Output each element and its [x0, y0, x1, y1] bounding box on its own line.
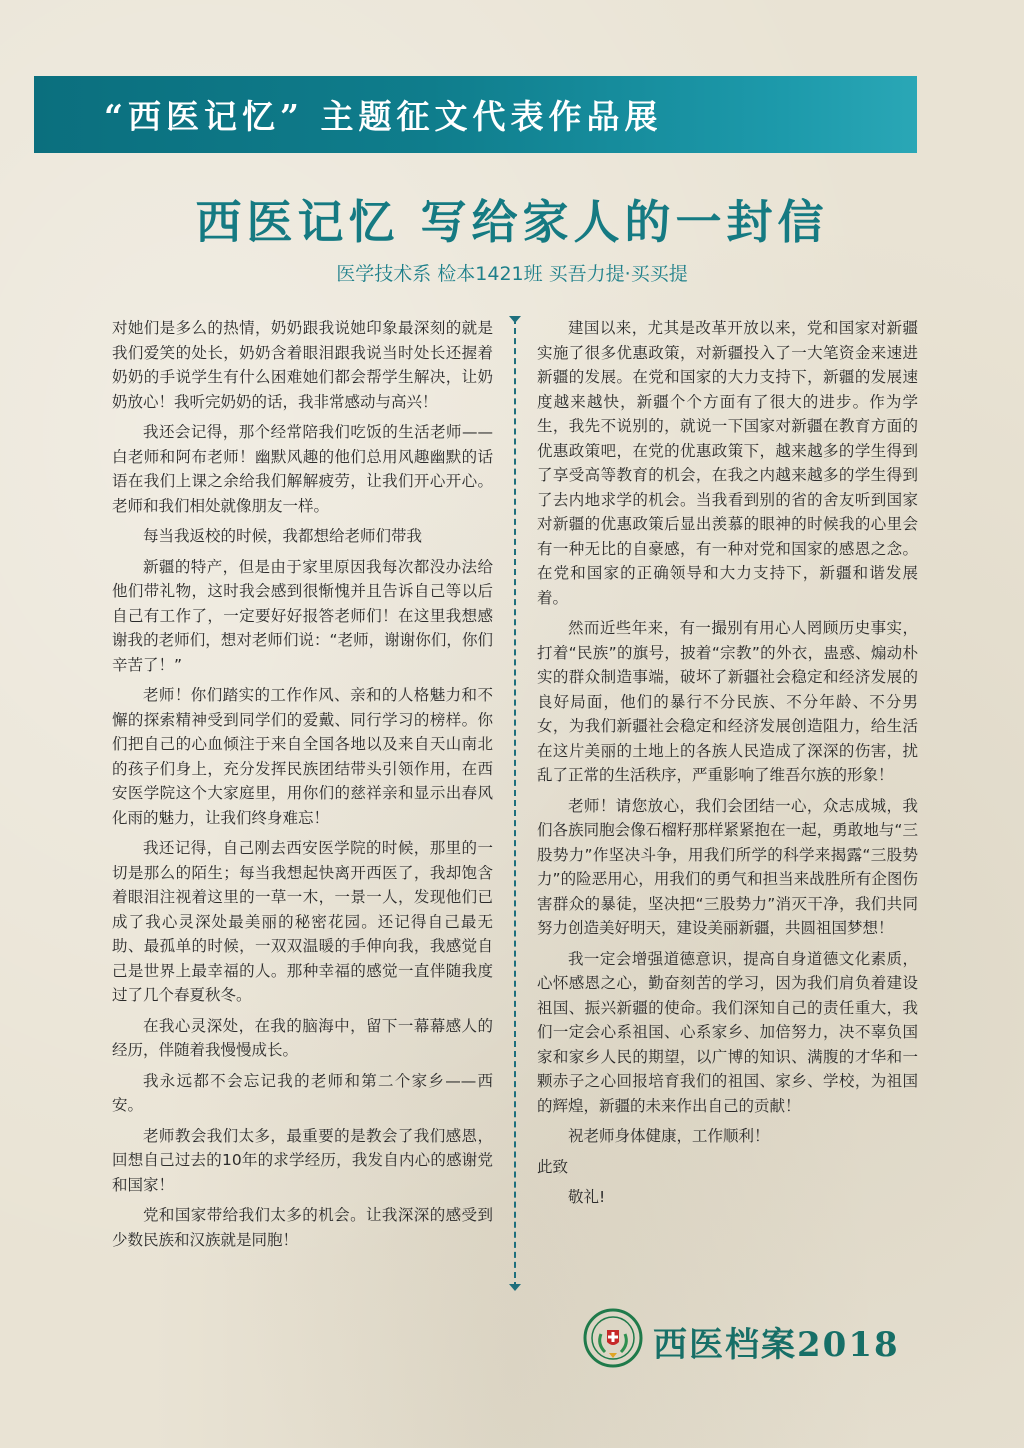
paragraph: 新疆的特产，但是由于家里原因我每次都没办法给他们带礼物，这时我会感到很惭愧并且告诉自己等以后自己有工作了，一定要好好报答老师们！在这里我想感谢我的老师们，想对老师们说：“老师，谢谢你们，你们辛苦了！” [112, 557, 493, 674]
column-divider [514, 318, 516, 1288]
paragraph: 我还记得，自己刚去西安医学院的时候，那里的一切是那么的陌生；每当我想起快离开西医了，我却饱含着眼泪注视着这里的一草一木，一景一人，发现他们已成了我心灵深处最美丽的秘密花园。还记得自己最无助、最孤单的时候，一双双温暖的手伸向我，我感觉自己是世界上最幸福的人。那种幸福的感觉一直伴随我度过了几个春夏秋冬。 [112, 839, 493, 1004]
paragraph: 每当我返校的时候，我都想给老师们带我 [143, 527, 423, 545]
banner-title: “西医记忆” 主题征文代表作品展 [104, 97, 663, 136]
paragraph: 老师！请您放心，我们会团结一心，众志成城，我们各族同胞会像石榴籽那样紧紧抱在一起，勇敢地与“三股势力”作坚决斗争，用我们所学的科学来揭露“三股势力”的险恶用心，用我们的勇气和担当来战胜所有企图伤害群众的暴徒，坚决把“三股势力”消灭干净，我们共同努力创造美好明天，建设美丽新疆，共圆祖国梦想！ [537, 796, 918, 937]
footer-title: 西医档案2018 [653, 1325, 900, 1365]
divider-arrow-bottom-icon [509, 1284, 521, 1291]
closing-salutation: 此致 [537, 1157, 569, 1176]
paragraph: 老师！你们踏实的工作作风、亲和的人格魅力和不懈的探索精神受到同学们的爱戴、同行学习的榜样。你们把自己的心血倾注于来自全国各地以及来自天山南北的孩子们身上，充分发挥民族团结带头引领作用，在西安医学院这个大家庭里，用你们的慈祥亲和显示出春风化雨的魅力，让我们终身难忘！ [112, 686, 493, 827]
paragraph: 我一定会增强道德意识，提高自身道德文化素质，心怀感恩之心，勤奋刻苦的学习，因为我们肩负着建设祖国、振兴新疆的使命。我们深知自己的责任重大，我们一定会心系祖国、心系家乡、加倍努力，决不辜负国家和家乡人民的期望，以广博的知识、满腹的才华和一颗赤子之心回报培育我们的祖国、家乡、学校，为祖国的辉煌，新疆的未来作出自己的贡献！ [537, 949, 918, 1115]
paragraph: 党和国家带给我们太多的机会。让我深深的感受到少数民族和汉族就是同胞！ [112, 1206, 493, 1249]
article-byline: 医学技术系 检本1421班 买吾力提·买买提 [336, 263, 688, 285]
paragraph: 我永远都不会忘记我的老师和第二个家乡——西安。 [112, 1071, 493, 1114]
footer [583, 1304, 923, 1374]
paragraph: 对她们是多么的热情，奶奶跟我说她印象最深刻的就是我们爱笑的处长，奶奶含着眼泪跟我说当时处长还握着奶奶的手说学生有什么困难她们都会帮学生解决，让奶奶放心！我听完奶奶的话，我非常感动与高兴！ [112, 319, 493, 411]
paragraph: 建国以来，尤其是改革开放以来，党和国家对新疆实施了很多优惠政策，对新疆投入了一大笔资金来速进新疆的发展。在党和国家的大力支持下，新疆的发展速度越来越快，新疆个个方面有了很大的进步。作为学生，我先不说别的，就说一下国家对新疆在教育方面的优惠政策吧，在党的优惠政策下，越来越多的学生得到了享受高等教育的机会，在我之内越来越多的学生得到了去内地求学的机会。当我看到别的省的舍友听到国家对新疆的优惠政策后显出羡慕的眼神的时候我的心里会有一种无比的自豪感，有一种对党和国家的感恩之念。在党和国家的正确领导和大力支持下，新疆和谐发展着。 [537, 319, 918, 607]
paragraph: 老师教会我们太多，最重要的是教会了我们感恩，回想自己过去的10年的求学经历，我发自内心的感谢党和国家！ [112, 1126, 493, 1194]
left-text-column [112, 316, 493, 1258]
paragraph: 然而近些年来，有一撮别有用心人罔顾历史事实，打着“民族”的旗号，披着“宗教”的外衣，蛊惑、煽动朴实的群众制造事端，破坏了新疆社会稳定和经济发展的良好局面，他们的暴行不分民族、不分年龄、不分男女，为我们新疆社会稳定和经济发展创造阻力，给生活在这片美丽的土地上的各族人民造成了深深的伤害，扰乱了正常的生活秩序，严重影响了维吾尔族的形象！ [537, 619, 918, 784]
school-emblem-icon [583, 1308, 643, 1368]
paragraph: 祝老师身体健康，工作顺利！ [568, 1127, 770, 1145]
right-text-column [537, 316, 918, 1216]
article-title: 西医记忆 写给家人的一封信 [195, 195, 829, 249]
paragraph: 在我心灵深处，在我的脑海中，留下一幕幕感人的经历，伴随着我慢慢成长。 [112, 1016, 493, 1059]
paragraph: 我还会记得，那个经常陪我们吃饭的生活老师——白老师和阿布老师！幽默风趣的他们总用风趣幽默的话语在我们上课之余给我们解解疲劳，让我们开心开心。老师和我们相处就像朋友一样。 [112, 423, 493, 515]
closing-regards: 敬礼! [568, 1188, 606, 1206]
section-banner [34, 76, 917, 153]
